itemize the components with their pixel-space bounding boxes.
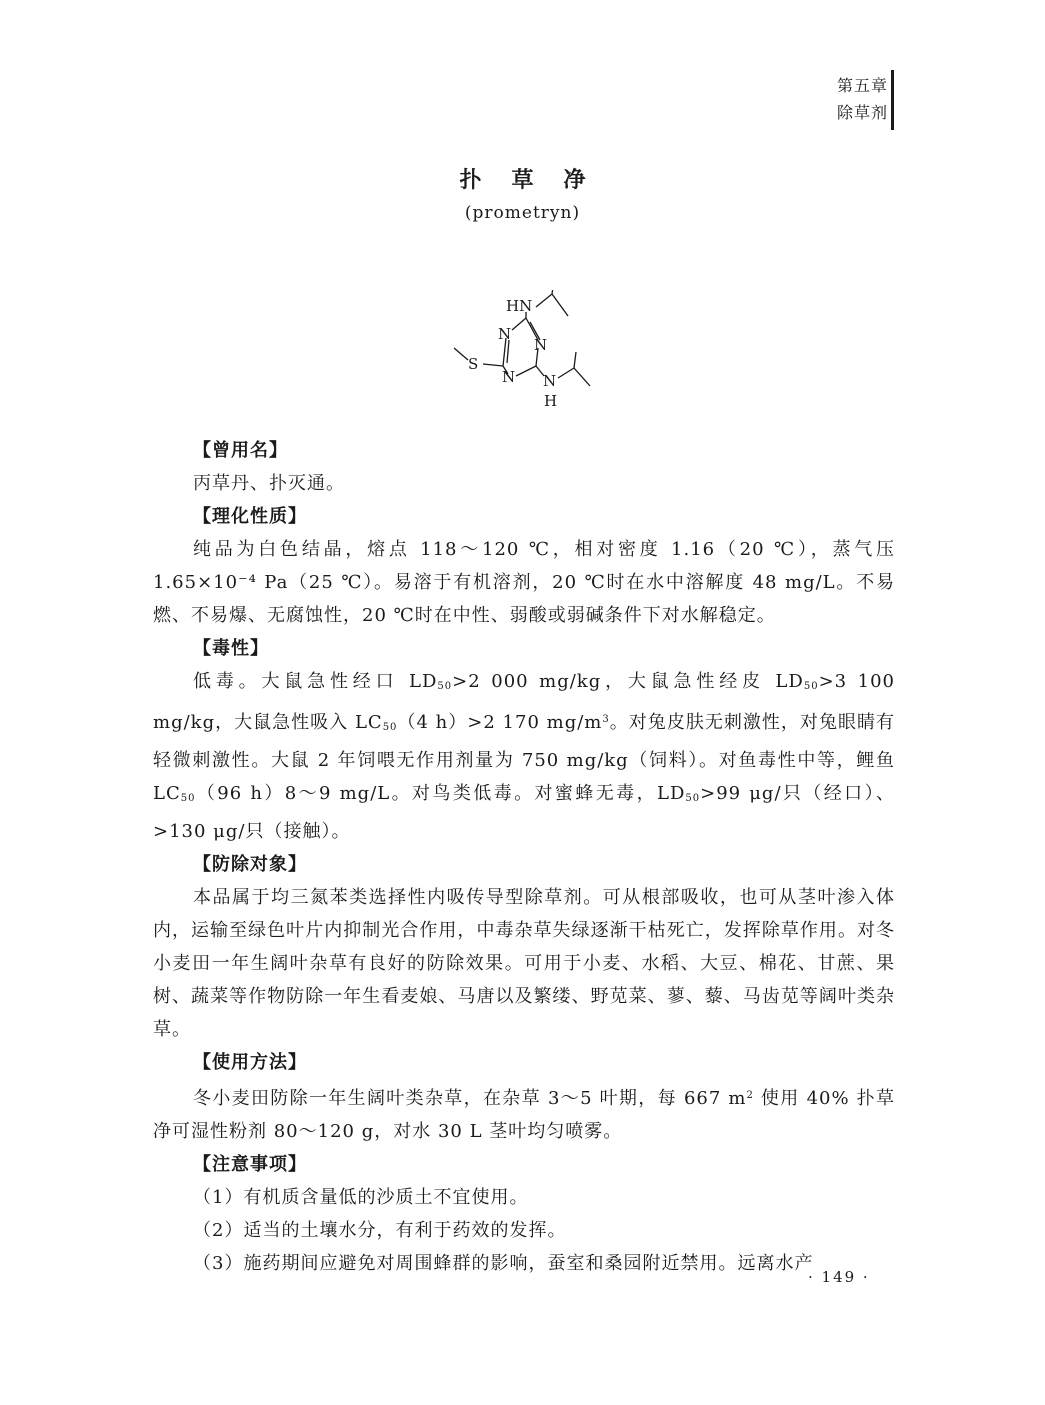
heading-properties: 【理化性质】: [193, 506, 307, 527]
heading-toxicity: 【毒性】: [193, 638, 269, 659]
structure-label-n-right: N: [534, 336, 548, 354]
main-content: [153, 434, 895, 1280]
page-title: 扑草净: [459, 168, 616, 193]
heading-notes: 【注意事项】: [193, 1154, 307, 1175]
usage-text: 冬小麦田防除一年生阔叶类杂草，在杂草 3～5 叶期，每 667 $m^2$ 使用 40% 扑草净可湿性粉剂 80～120 g，对水 30 L 茎叶均匀喷雾。: [153, 1088, 895, 1142]
heading-usage: 【使用方法】: [193, 1052, 307, 1073]
note-item-2: （2）适当的土壤水分，有利于药效的发挥。: [193, 1220, 567, 1241]
page-subtitle: (prometryn): [464, 203, 581, 223]
section-label: 除草剂: [836, 103, 888, 122]
running-header: [812, 72, 888, 126]
toxicity-text: 低毒。大鼠急性经口 $LD_{50}>2$ 000 mg/kg，大鼠急性经皮 $LD_{50}>3$ 100 mg/kg，大鼠急性吸入 $LC_{50}(4$ h）>2 170 $mg/m^3$。对兔皮肤无刺激性，对兔眼睛有轻微刺激性。大鼠 2 年饲喂无作用剂量为 750 mg/kg（饲料）。对鱼毒性中等，鲤鱼 $LC_{50}(96$ h）8～9 mg/L。对鸟类低毒。对蜜蜂无毒，$LD_{50}>99$ μg/只（经口）、>130 μg/只（接触）。: [153, 671, 896, 842]
page-number: · 149 ·: [808, 1268, 870, 1286]
structure-label-n-bottom: N: [502, 368, 516, 386]
structure-label-hn: HN: [506, 297, 533, 315]
header-rule: [891, 70, 894, 130]
structure-label-h-amine: H: [544, 392, 558, 410]
chapter-label: 第五章: [836, 76, 888, 95]
structure-label-n-left: N: [498, 325, 512, 343]
targets-text: 本品属于均三氮苯类选择性内吸传导型除草剂。可从根部吸收，也可从茎叶渗入体内，运输至绿色叶片内抑制光合作用，中毒杂草失绿逐渐干枯死亡，发挥除草作用。对冬小麦田一年生阔叶杂草有良好的防除效果。可用于小麦、水稻、大豆、棉花、甘蔗、果树、蔬菜等作物防除一年生看麦娘、马唐以及繁缕、野苋菜、蓼、藜、马齿苋等阔叶类杂草。: [153, 887, 895, 1040]
heading-alias: 【曾用名】: [193, 440, 288, 461]
alias-text: 丙草丹、扑灭通。: [193, 473, 345, 494]
heading-targets: 【防除对象】: [193, 854, 307, 875]
structure-label-n-amine: N: [543, 372, 557, 390]
note-item-3: （3）施药期间应避免对周围蜂群的影响，蚕室和桑园附近禁用。远离水产: [193, 1253, 814, 1274]
structure-label-s: S: [468, 355, 479, 373]
chemical-structure: [440, 290, 610, 420]
properties-text: 纯品为白色结晶，熔点 118～120 ℃，相对密度 1.16（20 ℃），蒸气压 1.65×10⁻⁴ Pa（25 ℃）。易溶于有机溶剂，20 ℃时在水中溶解度 48 mg/L。不易燃、不易爆、无腐蚀性，20 ℃时在中性、弱酸或弱碱条件下对水解稳定。: [153, 539, 895, 626]
note-item-1: （1）有机质含量低的沙质土不宜使用。: [193, 1187, 529, 1208]
